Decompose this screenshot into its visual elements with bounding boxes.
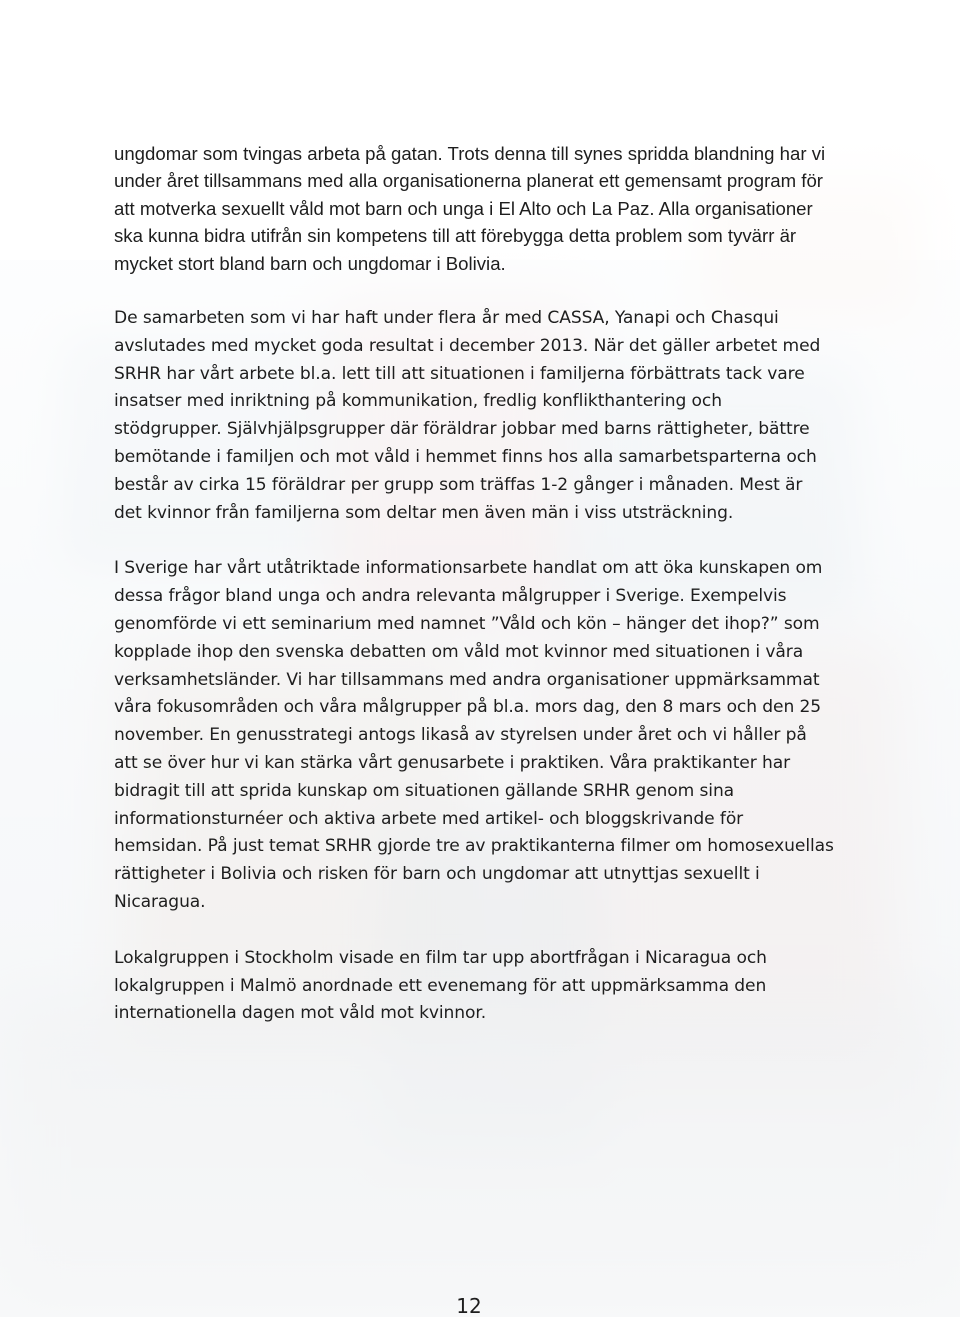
paragraph-1: ungdomar som tvingas arbeta på gatan. Trots denna till synes spridda blandning har vi under året tillsammans med alla organisationerna planerat ett gemensamt program för att motverka sexuellt våld mot barn och unga i El Alto och La Paz. Alla organisationer ska kunna bidra utifrån sin kompetens till att förebygga detta problem som tyvärr är mycket stort bland barn och ungdomar i Bolivia. xyxy=(114,143,826,274)
page-number: 12 xyxy=(456,1294,482,1318)
paragraph-2: De samarbeten som vi har haft under flera år med CASSA, Yanapi och Chasqui avslutades med mycket goda resultat i december 2013. När det gäller arbetet med SRHR har vårt arbete bl.a. lett till att situationen i familjerna förbättrats tack vare insatser med inriktning på kommunikation, fredlig konflikthantering och stödgrupper. Självhjälpsgrupper där föräldrar jobbar med barns rättigheter, bättre bemötande i familjen och mot våld i hemmet finns hos alla samarbetsparterna och består av cirka 15 föräldrar per grupp som träffas 1-2 gånger i månaden. Mest är det kvinnor från familjerna som deltar men även män i viss utsträckning. xyxy=(114,308,821,523)
document-body xyxy=(114,140,834,1028)
paragraph-4: Lokalgruppen i Stockholm visade en film tar upp abortfrågan i Nicaragua och lokalgruppen i Malmö anordnade ett evenemang för att uppmärksamma den internationella dagen mot våld mot kvinnor. xyxy=(114,947,767,1024)
paragraph-3: I Sverige har vårt utåtriktade informationsarbete handlat om att öka kunskapen om dessa frågor bland unga och andra relevanta målgrupper i Sverige. Exempelvis genomförde vi ett seminarium med namnet ”Våld och kön – hänger det ihop?” som kopplade ihop den svenska debatten om våld mot kvinnor med situationen i våra verksamhetsländer. Vi har tillsammans med andra organisationer uppmärksammat våra fokusområden och våra målgrupper på bl.a. mors dag, den 8 mars och den 25 november. En genusstrategi antogs likaså av styrelsen under året och vi håller på att se över hur vi kan stärka vårt genusarbete i praktiken. Våra praktikanter har bidragit till att sprida kunskap om situationen gällande SRHR genom sina informationsturnéer och aktiva arbete med artikel- och bloggskrivande för hemsidan. På just temat SRHR gjorde tre av praktikanterna filmer om homosexuellas rättigheter i Bolivia och risken för barn och ungdomar att utnyttjas sexuellt i Nicaragua. xyxy=(114,558,834,912)
